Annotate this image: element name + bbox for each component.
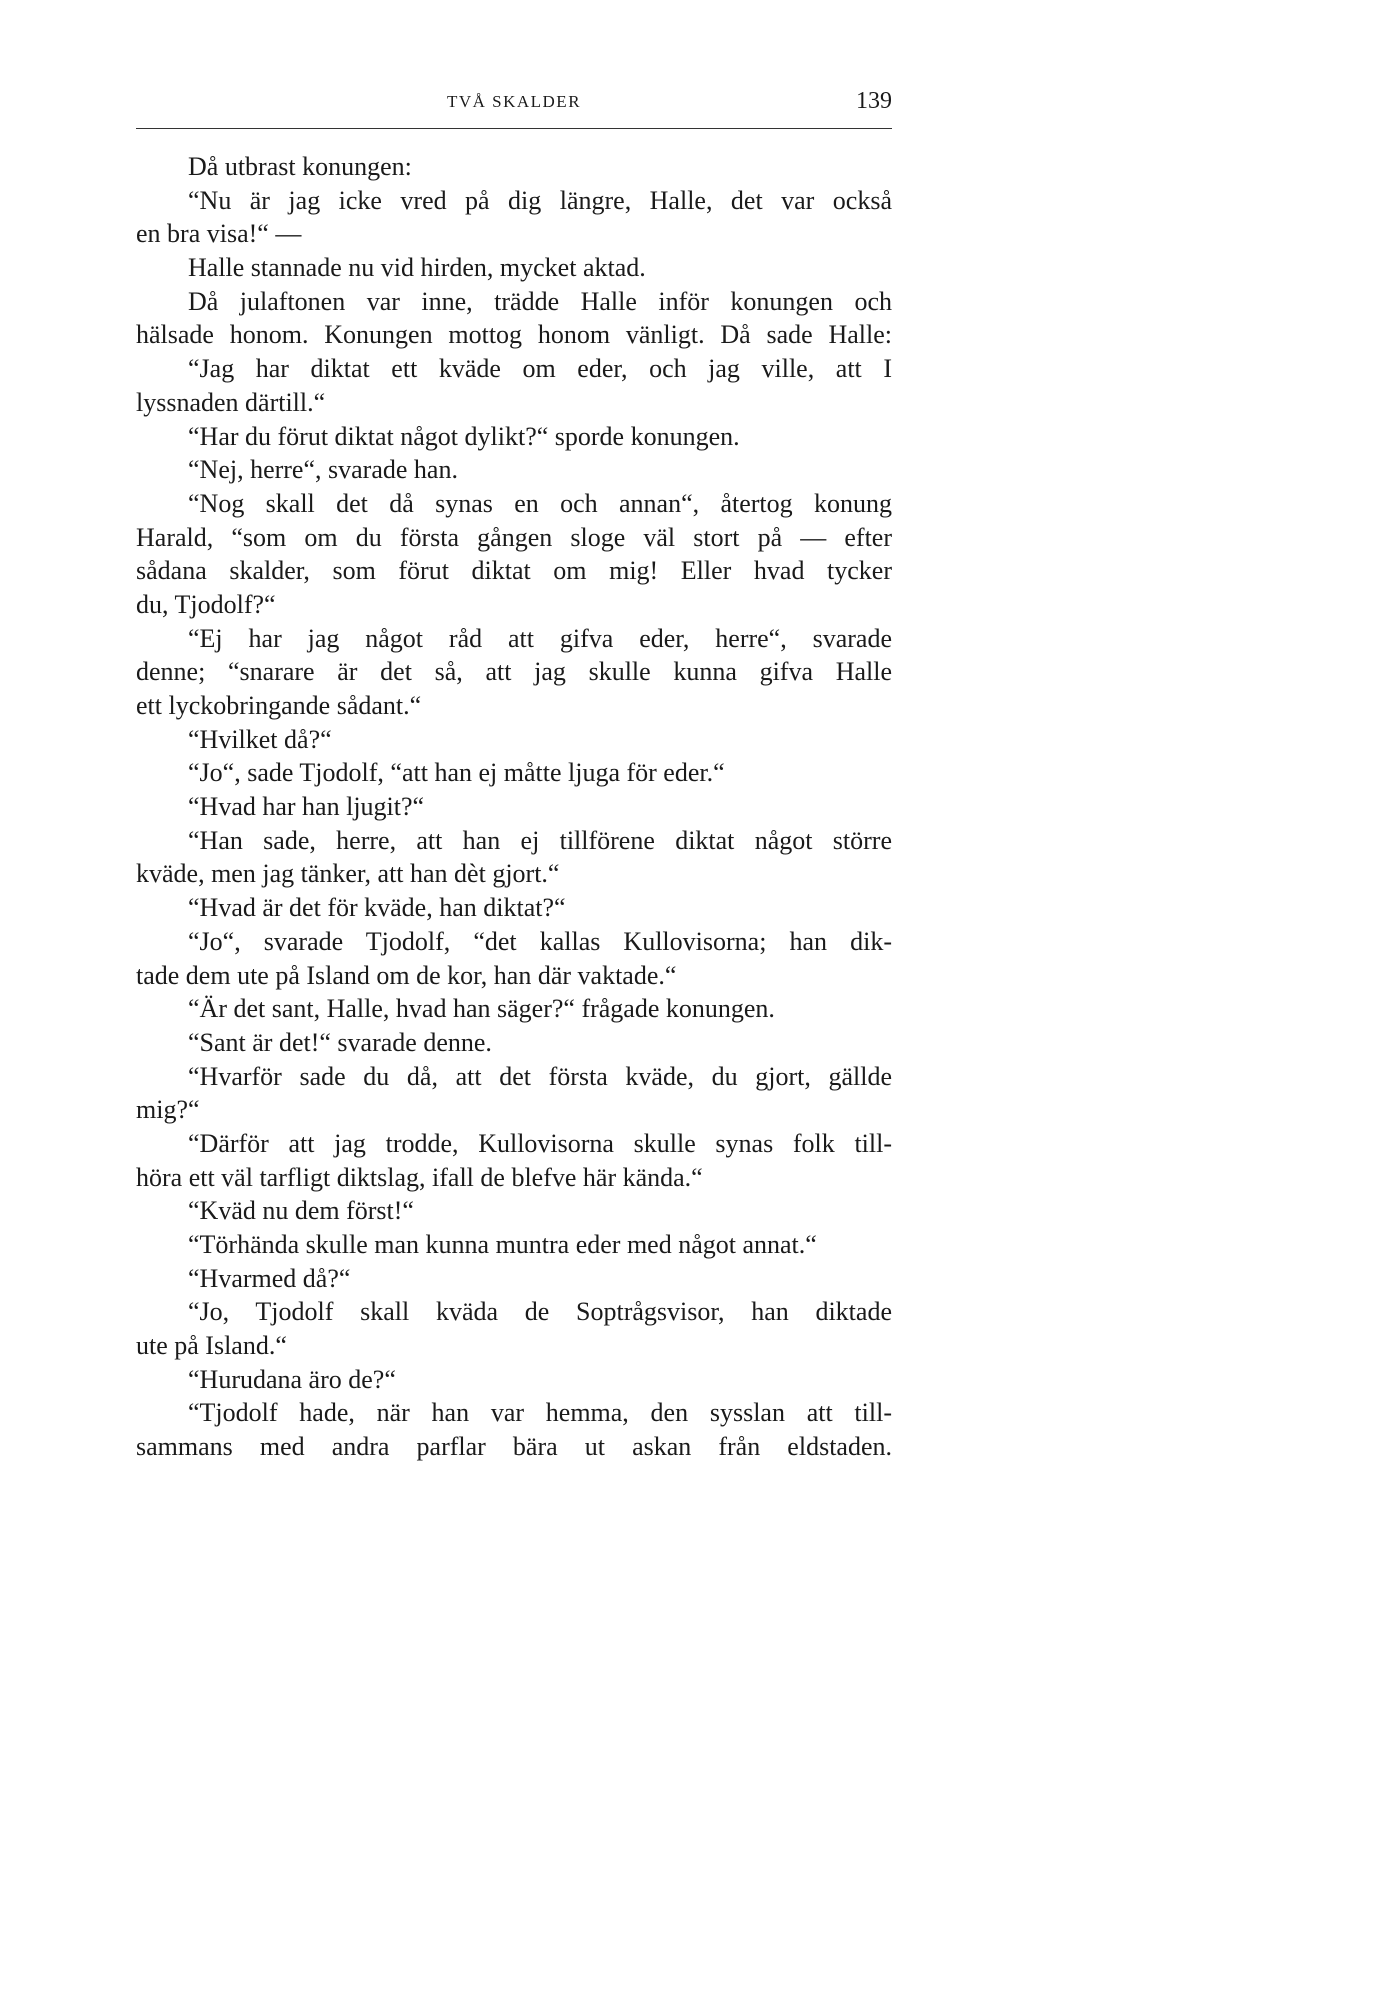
text-line: kväde, men jag tänker, att han dèt gjort.“ (136, 859, 560, 889)
text-line: “Hvarför sade du då, att det första kväde, du gjort, gällde (188, 1061, 892, 1091)
text-line: Då utbrast konungen: (188, 152, 412, 181)
text-line: “Hvad är det för kväde, han diktat?“ (188, 893, 566, 923)
header-rule (136, 128, 892, 129)
text-line: tade dem ute på Island om de kor, han där vaktade.“ (136, 960, 677, 990)
text-line: ett lyckobringande sådant.“ (136, 691, 422, 720)
text-line: lyssnaden därtill.“ (136, 387, 326, 417)
text-line: “Har du förut diktat något dylikt?“ sporde konungen. (188, 421, 740, 451)
text-line: “Ej har jag något råd att gifva eder, herre“, svarade (188, 623, 892, 653)
text-line: “Jag har diktat ett kväde om eder, och jag ville, att I (188, 354, 892, 384)
text-line: “Nu är jag icke vred på dig längre, Halle, det var också (188, 185, 892, 215)
text-line: “Han sade, herre, att han ej tillförene diktat något större (188, 825, 892, 855)
text-line: “Törhända skulle man kunna muntra eder med något annat.“ (188, 1230, 817, 1259)
text-line: Harald, “som om du första gången sloge väl stort på — efter (136, 522, 892, 552)
page-number: 139 (856, 88, 892, 114)
text-line: “Nog skall det då synas en och annan“, återtog konung (188, 488, 892, 518)
text-line: “Därför att jag trodde, Kullovisorna skulle synas folk till- (188, 1128, 892, 1158)
text-line: “Nej, herre“, svarade han. (188, 455, 458, 485)
text-line: sammans med andra parflar bära ut askan från eldstaden. (136, 1432, 892, 1462)
text-line: denne; “snarare är det så, att jag skulle kunna gifva Halle (136, 657, 892, 687)
text-line: “Tjodolf hade, när han var hemma, den sysslan att till- (188, 1398, 892, 1428)
text-line: “Sant är det!“ svarade denne. (188, 1027, 492, 1057)
text-line: ute på Island.“ (136, 1331, 287, 1361)
text-line: du, Tjodolf?“ (136, 589, 276, 619)
text-line: “Kväd nu dem först!“ (188, 1196, 414, 1226)
text-line: Halle stannade nu vid hirden, mycket aktad. (188, 253, 646, 283)
text-line: hälsade honom. Konungen mottog honom vänligt. Då sade Halle: (136, 320, 892, 350)
text-line: “Hvad har han ljugit?“ (188, 792, 425, 822)
text-line: mig?“ (136, 1095, 200, 1125)
text-line: “Jo“, sade Tjodolf, “att han ej måtte ljuga för eder.“ (188, 758, 725, 788)
text-line: höra ett väl tarfligt diktslag, ifall de blefve här kända.“ (136, 1162, 703, 1192)
text-line: “Hvarmed då?“ (188, 1263, 351, 1293)
text-line: “Hvilket då?“ (188, 724, 332, 754)
text-line: “Är det sant, Halle, hvad han säger?“ frågade konungen. (188, 994, 775, 1024)
text-line: en bra visa!“ — (136, 219, 302, 249)
body-text (136, 150, 892, 1464)
text-line: “Jo“, svarade Tjodolf, “det kallas Kullovisorna; han dik- (188, 926, 892, 956)
running-head (136, 88, 892, 122)
text-line: sådana skalder, som förut diktat om mig! Eller hvad tycker (136, 556, 892, 586)
text-line: Då julaftonen var inne, trädde Halle inför konungen och (188, 286, 892, 316)
running-title: TVÅ SKALDER (446, 92, 582, 111)
text-line: “Hurudana äro de?“ (188, 1364, 396, 1394)
text-line: “Jo, Tjodolf skall kväda de Soptrågsvisor, han diktade (188, 1297, 892, 1327)
